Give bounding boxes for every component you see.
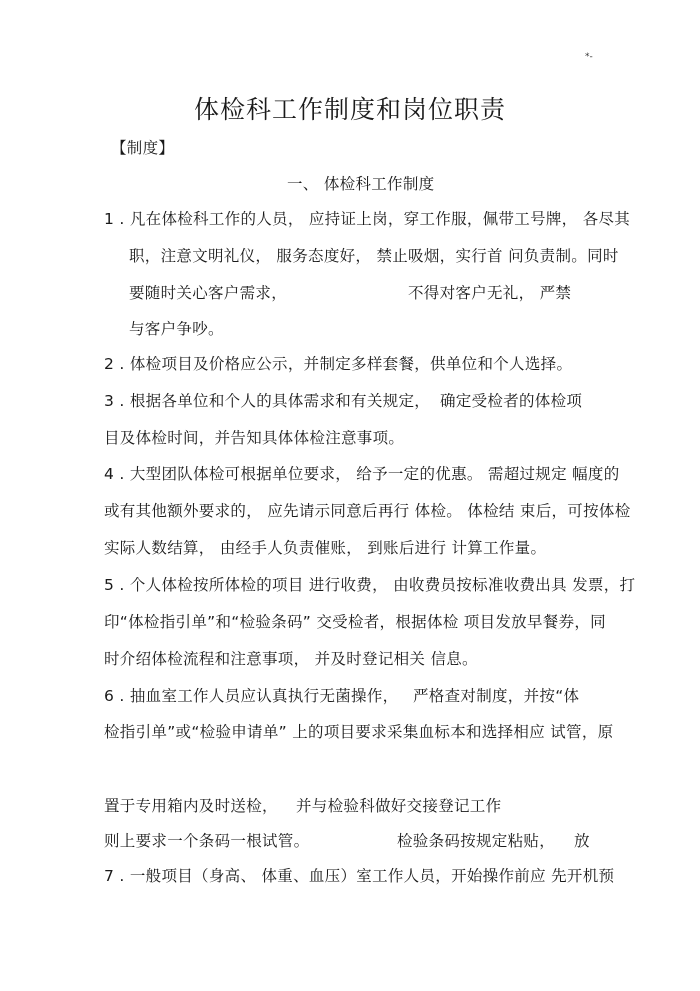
item-6-line-4a: 则上要求一个条码一根试管。 xyxy=(104,832,310,850)
item-5-line-1: 5 . 个人体检按所体检的项目 进行收费， 由收费员按标准收费出具 发票，打 xyxy=(104,576,636,594)
item-6-line-3a: 置于专用箱内及时送检， xyxy=(104,797,278,815)
item-7-line-1: 7 . 一般项目（身高、 体重、血压）室工作人员，开始操作前应 先开机预 xyxy=(104,867,615,885)
item-4-line-2: 或有其他额外要求的， 应先请示同意后再行 体检。 体检结 束后，可按体检 xyxy=(104,502,631,520)
item-1-line-3a: 要随时关心客户需求， xyxy=(129,284,288,302)
item-2-line-1: 2 . 体检项目及价格应公示，并制定多样套餐，供单位和个人选择。 xyxy=(104,355,573,373)
item-6-line-1b: 严格查对制度，并按“体 xyxy=(413,687,580,705)
item-1-line-1: 1 . 凡在体检科工作的人员， 应持证上岗，穿工作服，佩带工号牌， 各尽其 xyxy=(104,210,631,228)
item-3-line-2: 目及体检时间，并告知具体体检注意事项。 xyxy=(104,429,405,447)
subheading: 一、 体检科工作制度 xyxy=(287,175,435,193)
item-3-line-1a: 3 . 根据各单位和个人的具体需求和有关规定， xyxy=(104,392,431,410)
item-5-line-3: 时介绍体检流程和注意事项， 并及时登记相关 信息。 xyxy=(104,650,478,668)
item-6-line-1a: 6 . 抽血室工作人员应认真执行无菌操作， xyxy=(104,687,399,705)
item-4-line-3: 实际人数结算， 由经手人负责催账， 到账后进行 计算工作量。 xyxy=(104,539,547,557)
item-1-line-2: 职，注意文明礼仪， 服务态度好， 禁止吸烟，实行首 问负责制。同时 xyxy=(129,247,619,265)
item-1-line-3b: 不得对客户无礼， 严禁 xyxy=(408,284,572,302)
item-6-line-4c: 放 xyxy=(574,832,590,850)
corner-mark: *- xyxy=(585,52,593,62)
item-1-line-4: 与客户争吵。 xyxy=(129,320,224,338)
item-3-line-1b: 确定受检者的体检项 xyxy=(440,392,583,410)
item-6-line-4b: 检验条码按规定粘贴， xyxy=(397,832,556,850)
item-4-line-1: 4 . 大型团队体检可根据单位要求， 给予一定的优惠。 需超过规定 幅度的 xyxy=(104,465,620,483)
section-label: 【制度】 xyxy=(111,139,175,157)
item-6-line-3b: 并与检验科做好交接登记工作 xyxy=(296,797,502,815)
item-5-line-2: 印“体检指引单”和“检验条码” 交受检者，根据体检 项目发放早餐券，同 xyxy=(104,613,606,631)
item-6-line-2: 检指引单”或“检验申请单” 上的项目要求采集血标本和选择相应 试管，原 xyxy=(104,723,614,741)
page-title: 体检科工作制度和岗位职责 xyxy=(193,95,506,124)
